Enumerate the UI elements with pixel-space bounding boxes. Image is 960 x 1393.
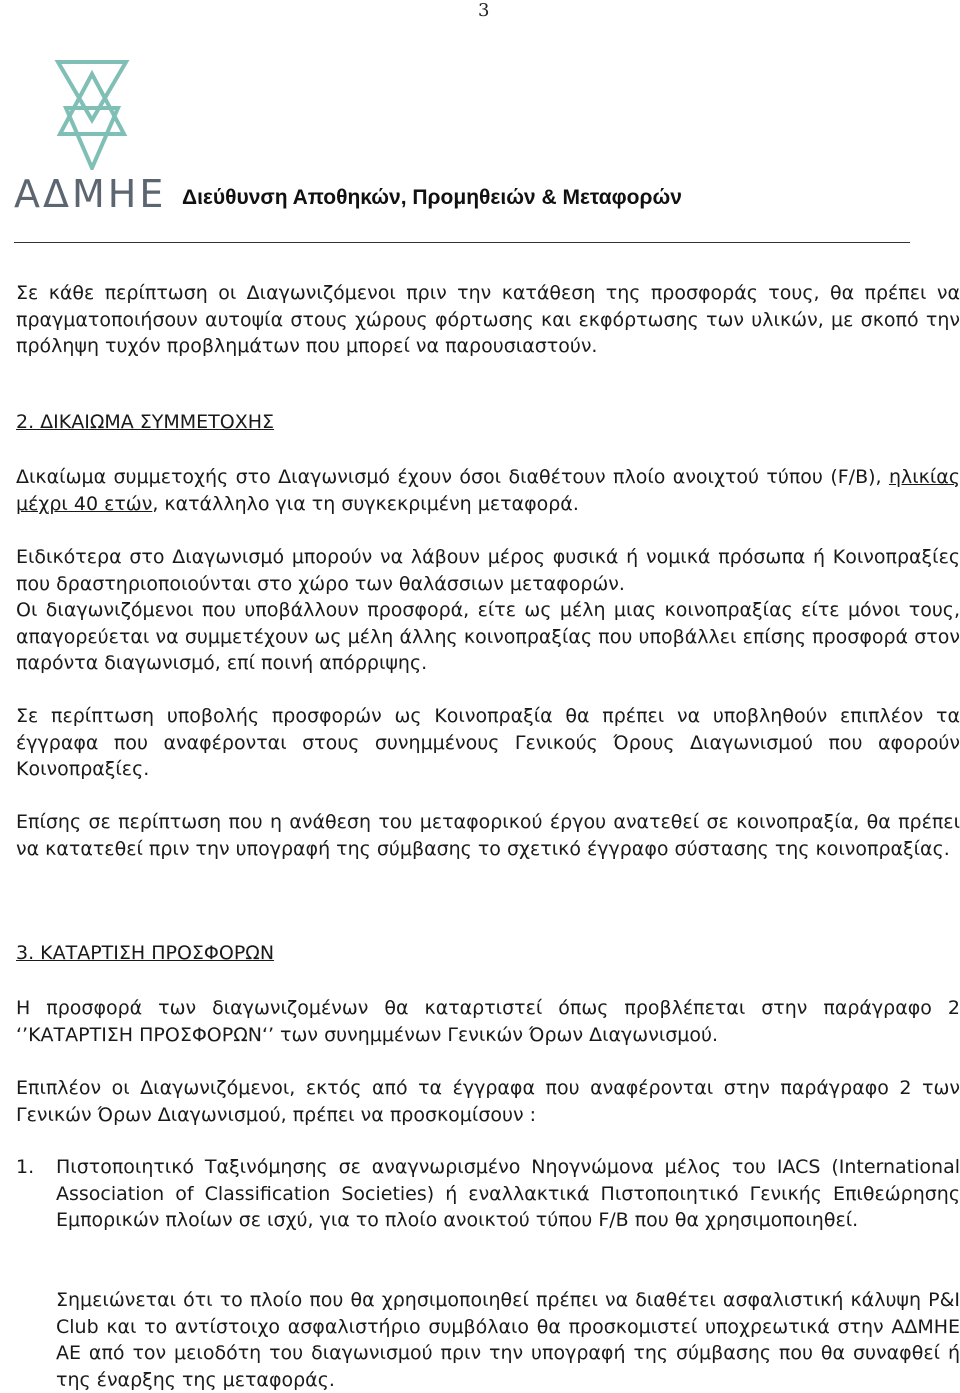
p5-text: Επίσης σε περίπτωση που η ανάθεση του μεταφορικού έργου ανατεθεί σε κοινοπραξία, θα πρέπει να κατατεθεί πριν την υπογραφή της σύμβασης το σχετικό έγγραφο σύστασης της κοινοπραξίας. bbox=[16, 811, 960, 860]
page-number: 3 bbox=[478, 0, 490, 21]
insurance-note: Σημειώνεται ότι το πλοίο που θα χρησιμοποιηθεί πρέπει να διαθέτει ασφαλιστική κάλυψη P&I Club και το αντίστοιχο ασφαλιστήριο συμβόλαιο θα προσκομιστεί υποχρεωτικά στην ΑΔΜΗΕ ΑΕ από τον μειοδότη του διαγωνισμού πριν την υπογραφή της σύμβασης που θα συναφθεί ή της έναρξης της μεταφοράς. bbox=[56, 1289, 960, 1391]
logo-mark-icon bbox=[14, 60, 166, 170]
logo-text: ΑΔΜΗΕ bbox=[14, 172, 167, 216]
list-item bbox=[16, 1154, 960, 1234]
p2-text: Ειδικότερα στο Διαγωνισμό μπορούν να λάβουν μέρος φυσικά ή νομικά πρόσωπα ή Κοινοπραξίες που δραστηριοποιούνται στο χώρο των θαλάσσιων μεταφορών. bbox=[16, 546, 960, 595]
s3-p1-text: Η προσφορά των διαγωνιζομένων θα καταρτιστεί όπως προβλέπεται στην παράγραφο 2 ‘’ΚΑΤΑΡΤΙΣΗ ΠΡΟΣΦΟΡΩΝ‘’ των συνημμένων Γενικών Όρων Διαγωνισμού. bbox=[16, 997, 960, 1046]
p3-text: Οι διαγωνιζόμενοι που υποβάλλουν προσφορά, είτε ως μέλη μιας κοινοπραξίας είτε μόνοι τους, απαγορεύεται να συμμετέχουν ως μέλη άλλης κοινοπραξίας που υποβάλλει επίσης προσφορά στον παρόντα διαγωνισμό, επί ποινή απόρριψης. bbox=[16, 599, 960, 674]
department-title: Διεύθυνση Αποθηκών, Προμηθειών & Μεταφορών bbox=[182, 186, 682, 209]
section-2-paragraph-4 bbox=[16, 703, 960, 783]
p1-text-b: , κατάλληλο για τη συγκεκριμένη μεταφορά. bbox=[152, 492, 579, 515]
section-3-heading: 3. ΚΑΤΑΡΤΙΣΗ ΠΡΟΣΦΟΡΩΝ bbox=[16, 942, 275, 964]
section-3-paragraph-2 bbox=[16, 1075, 960, 1128]
list-item-text: Πιστοποιητικό Ταξινόμησης σε αναγνωρισμένο Νηογνώμονα μέλος του IACS (International Association of Classification Societies) ή εναλλακτικά Πιστοποιητικό Γενικής Επιθεώρησης Εμπορικών πλοίων σε ισχύ, για το πλοίο ανοικτού τύπου F/B που θα χρησιμοποιηθεί. bbox=[56, 1156, 960, 1231]
p1-text-a: Δικαίωμα συμμετοχής στο Διαγωνισμό έχουν όσοι διαθέτουν πλοίο ανοιχτού τύπου (F/B), bbox=[16, 466, 889, 488]
header-divider bbox=[14, 242, 910, 243]
p4-text: Σε περίπτωση υποβολής προσφορών ως Κοινοπραξία θα πρέπει να υποβληθούν επιπλέον τα έγγραφα που αναφέρονται στους συνημμένους Γενικούς Όρους Διαγωνισμού που αφορούν Κοινοπραξίες. bbox=[16, 705, 960, 780]
requirements-list bbox=[16, 1154, 960, 1234]
company-logo bbox=[14, 60, 166, 215]
age-limit-text: ηλικίας μέχρι 40 ετών bbox=[16, 466, 960, 515]
s3-p2-text: Επιπλέον οι Διαγωνιζόμενοι, εκτός από τα έγγραφα που αναφέρονται στην παράγραφο 2 των Γενικών Όρων Διαγωνισμού, πρέπει να προσκομίσουν : bbox=[16, 1077, 960, 1126]
section-2-paragraph-3 bbox=[16, 597, 960, 677]
intro-text: Σε κάθε περίπτωση οι Διαγωνιζόμενοι πριν την κατάθεση της προσφοράς τους, θα πρέπει να πραγματοποιήσουν αυτοψία στους χώρους φόρτωσης και εκφόρτωσης των υλικών, με σκοπό την πρόληψη τυχόν προβλημάτων που μπορεί να παρουσιαστούν. bbox=[16, 282, 960, 357]
list-item-number: 1. bbox=[16, 1156, 35, 1178]
section-2-paragraph-5 bbox=[16, 809, 960, 862]
section-2-paragraph-2 bbox=[16, 544, 960, 597]
intro-paragraph bbox=[16, 280, 960, 360]
section-3-paragraph-1 bbox=[16, 995, 960, 1048]
section-2-paragraph-1 bbox=[16, 464, 960, 517]
section-2-heading: 2. ΔΙΚΑΙΩΜΑ ΣΥΜΜΕΤΟΧΗΣ bbox=[16, 411, 275, 433]
